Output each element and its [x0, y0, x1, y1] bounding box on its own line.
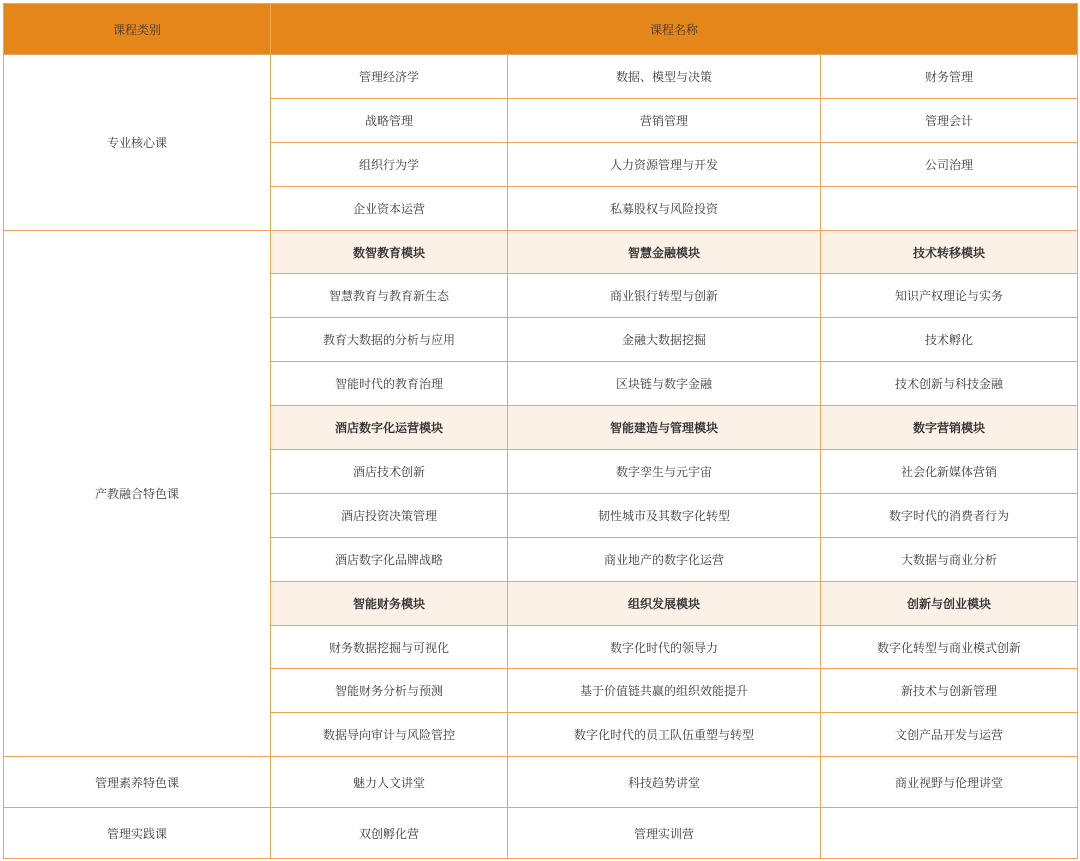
course-cell: 管理实训营 — [508, 808, 821, 859]
module-header-row — [4, 230, 1078, 274]
curriculum-table — [3, 3, 1078, 859]
module-title: 创新与创业模块 — [821, 581, 1078, 625]
course-cell: 财务管理 — [821, 55, 1078, 99]
module-title: 智能建造与管理模块 — [508, 406, 821, 450]
course-cell: 人力资源管理与开发 — [508, 142, 821, 186]
course-cell: 商业银行转型与创新 — [508, 274, 821, 318]
header-course-category: 课程类别 — [4, 4, 271, 55]
course-cell: 组织行为学 — [271, 142, 508, 186]
module-title: 智能财务模块 — [271, 581, 508, 625]
course-cell: 基于价值链共赢的组织效能提升 — [508, 669, 821, 713]
course-cell: 数字孪生与元宇宙 — [508, 450, 821, 494]
course-cell: 智能时代的教育治理 — [271, 362, 508, 406]
course-cell: 管理经济学 — [271, 55, 508, 99]
category-core: 专业核心课 — [4, 55, 271, 231]
course-cell: 智慧教育与教育新生态 — [271, 274, 508, 318]
course-cell: 科技趋势讲堂 — [508, 757, 821, 808]
module-title: 数智教育模块 — [271, 230, 508, 274]
course-cell: 公司治理 — [821, 142, 1078, 186]
module-title: 组织发展模块 — [508, 581, 821, 625]
module-title: 智慧金融模块 — [508, 230, 821, 274]
course-cell: 知识产权理论与实务 — [821, 274, 1078, 318]
category-literacy: 管理素养特色课 — [4, 757, 271, 808]
table-row — [4, 55, 1078, 99]
course-cell: 私募股权与风险投资 — [508, 186, 821, 230]
course-cell: 数字化转型与商业模式创新 — [821, 625, 1078, 669]
course-cell: 商业地产的数字化运营 — [508, 537, 821, 581]
course-cell: 技术创新与科技金融 — [821, 362, 1078, 406]
course-cell: 数据导向审计与风险管控 — [271, 713, 508, 757]
course-cell: 文创产品开发与运营 — [821, 713, 1078, 757]
course-cell: 财务数据挖掘与可视化 — [271, 625, 508, 669]
course-cell: 酒店技术创新 — [271, 450, 508, 494]
table-row — [4, 808, 1078, 859]
course-cell: 营销管理 — [508, 98, 821, 142]
course-cell: 区块链与数字金融 — [508, 362, 821, 406]
course-cell: 大数据与商业分析 — [821, 537, 1078, 581]
course-cell: 商业视野与伦理讲堂 — [821, 757, 1078, 808]
header-course-name: 课程名称 — [271, 4, 1078, 55]
course-cell: 社会化新媒体营销 — [821, 450, 1078, 494]
course-cell: 酒店投资决策管理 — [271, 493, 508, 537]
course-cell — [821, 808, 1078, 859]
course-cell: 教育大数据的分析与应用 — [271, 318, 508, 362]
module-title: 数字营销模块 — [821, 406, 1078, 450]
module-title: 酒店数字化运营模块 — [271, 406, 508, 450]
course-cell — [821, 186, 1078, 230]
course-cell: 数字时代的消费者行为 — [821, 493, 1078, 537]
course-cell: 技术孵化 — [821, 318, 1078, 362]
course-cell: 数据、模型与决策 — [508, 55, 821, 99]
course-cell: 智能财务分析与预测 — [271, 669, 508, 713]
table-row — [4, 757, 1078, 808]
course-cell: 酒店数字化品牌战略 — [271, 537, 508, 581]
module-title: 技术转移模块 — [821, 230, 1078, 274]
course-cell: 管理会计 — [821, 98, 1078, 142]
table-header-row — [4, 4, 1078, 55]
course-cell: 企业资本运营 — [271, 186, 508, 230]
category-practice: 管理实践课 — [4, 808, 271, 859]
course-cell: 战略管理 — [271, 98, 508, 142]
course-cell: 金融大数据挖掘 — [508, 318, 821, 362]
course-cell: 双创孵化营 — [271, 808, 508, 859]
course-cell: 数字化时代的员工队伍重塑与转型 — [508, 713, 821, 757]
category-industry: 产教融合特色课 — [4, 230, 271, 757]
course-cell: 韧性城市及其数字化转型 — [508, 493, 821, 537]
course-cell: 新技术与创新管理 — [821, 669, 1078, 713]
course-cell: 魅力人文讲堂 — [271, 757, 508, 808]
course-cell: 数字化时代的领导力 — [508, 625, 821, 669]
